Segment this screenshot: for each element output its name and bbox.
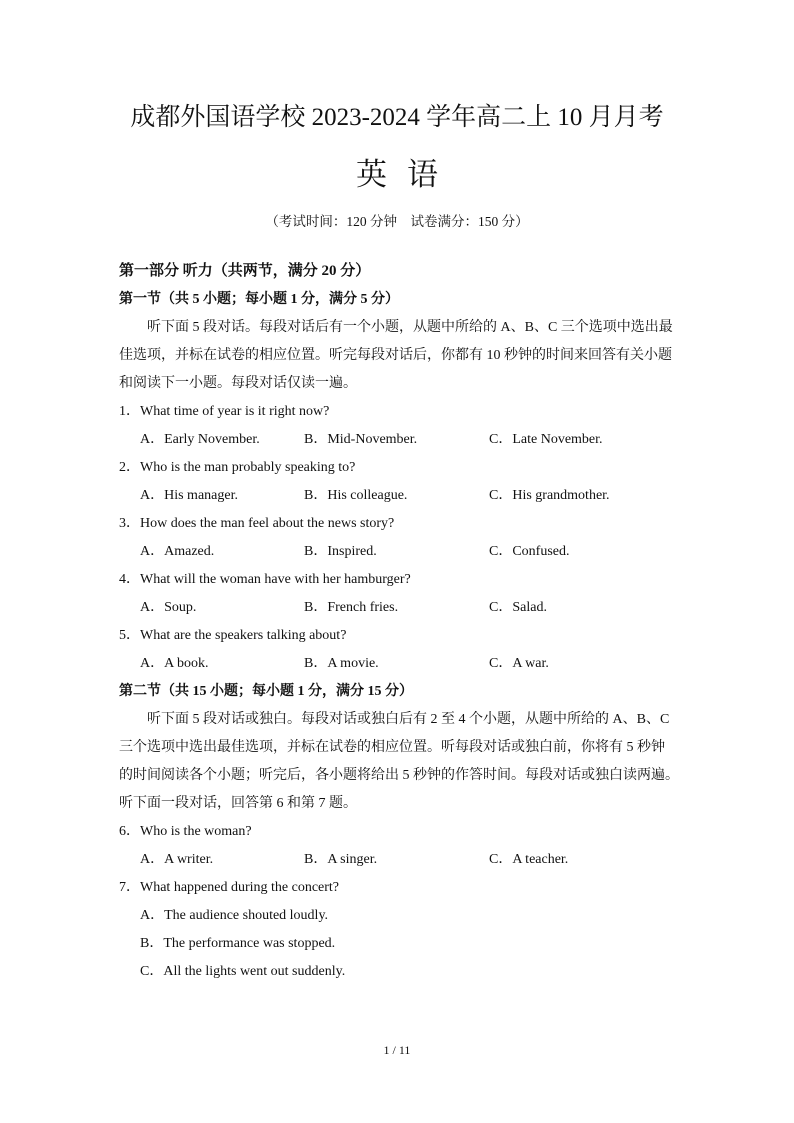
option-b: B．Inspired. [304, 544, 377, 559]
page-number: 1 / 11 [383, 1043, 411, 1057]
instruction-line: 和阅读下一小题。每段对话仅读一遍。 [119, 376, 357, 391]
question-4: 4．What will the woman have with her hamburger? [119, 572, 411, 587]
question-1: 1．What time of year is it right now? [119, 404, 330, 419]
instruction-line: 听下面 5 段对话。每段对话后有一个小题，从题中所给的 A、B、C 三个选项中选出最 [147, 320, 673, 335]
option-a: A．The audience shouted loudly. [140, 908, 329, 923]
option-a: A．A writer. [140, 852, 214, 867]
option-b: B．Mid-November. [304, 432, 418, 447]
subject-title: 英语 [356, 157, 458, 192]
instruction-line: 的时间阅读各个小题；听完后，各小题将给出 5 秒钟的作答时间。每段对话或独白读两遍。 [119, 768, 679, 783]
option-a: A．Soup. [140, 600, 197, 615]
exam-info: （考试时间：120 分钟 试卷满分：150 分） [265, 214, 529, 229]
instruction-line: 听下面 5 段对话或独白。每段对话或独白后有 2 至 4 个小题，从题中所给的 A、B、C [147, 712, 670, 727]
part1-heading: 第一部分 听力（共两节，满分 20 分） [119, 263, 371, 279]
question-5-options [119, 650, 679, 678]
option-c: C．A war. [489, 656, 549, 671]
option-b: B．The performance was stopped. [140, 936, 336, 951]
exam-title: 成都外国语学校 2023-2024 学年高二上 10 月月考 [130, 104, 664, 131]
option-c: C．All the lights went out suddenly. [140, 964, 346, 979]
option-c: C．A teacher. [489, 852, 569, 867]
option-c: C．Salad. [489, 600, 547, 615]
section2-heading: 第二节（共 15 小题；每小题 1 分，满分 15 分） [119, 684, 413, 699]
question-5: 5．What are the speakers talking about? [119, 628, 347, 643]
option-a: A．A book. [140, 656, 209, 671]
option-a: A．Early November. [140, 432, 260, 447]
option-b: B．A singer. [304, 852, 378, 867]
question-1-options [119, 426, 679, 454]
question-6: 6．Who is the woman? [119, 824, 252, 839]
question-3-options [119, 538, 679, 566]
question-6-options [119, 846, 679, 874]
question-4-options [119, 594, 679, 622]
option-a: A．Amazed. [140, 544, 215, 559]
question-7: 7．What happened during the concert? [119, 880, 340, 895]
instruction-line: 佳选项，并标在试卷的相应位置。听完每段对话后，你都有 10 秒钟的时间来回答有关小题 [119, 348, 672, 363]
option-c: C．Late November. [489, 432, 603, 447]
option-b: B．A movie. [304, 656, 379, 671]
question-2-options [119, 482, 679, 510]
question-3: 3．How does the man feel about the news story? [119, 516, 395, 531]
option-a: A．His manager. [140, 488, 238, 503]
option-c: C．Confused. [489, 544, 570, 559]
option-b: B．His colleague. [304, 488, 408, 503]
instruction-line: 三个选项中选出最佳选项，并标在试卷的相应位置。听每段对话或独白前，你将有 5 秒钟 [119, 740, 665, 755]
option-c: C．His grandmother. [489, 488, 610, 503]
exam-content [119, 256, 679, 986]
question-2: 2．Who is the man probably speaking to? [119, 460, 356, 475]
section1-heading: 第一节（共 5 小题；每小题 1 分，满分 5 分） [119, 292, 399, 307]
option-b: B．French fries. [304, 600, 399, 615]
dialogue-lead: 听下面一段对话，回答第 6 和第 7 题。 [119, 796, 357, 811]
